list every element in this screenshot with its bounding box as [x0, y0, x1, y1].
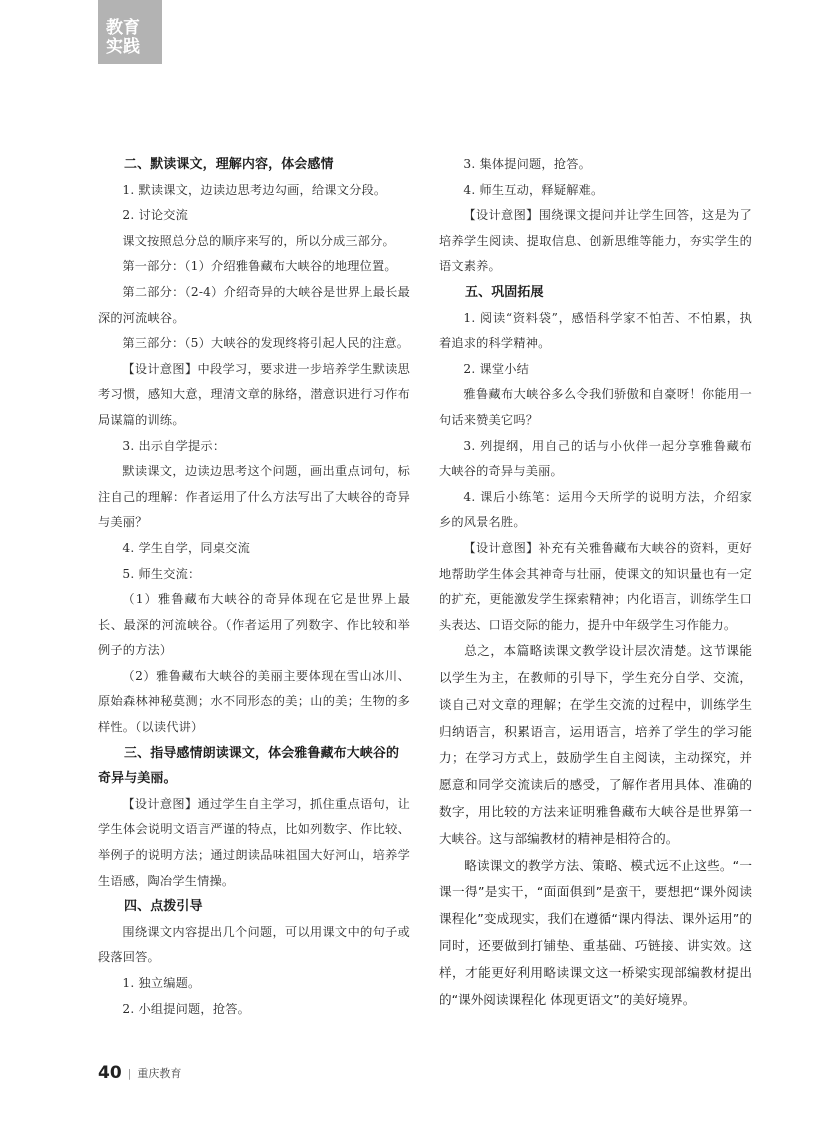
paragraph: 3. 列提纲，用自己的话与小伙伴一起分享雅鲁藏布大峡谷的奇异与美丽。: [439, 438, 752, 479]
paragraph: 围绕课文内容提出几个问题，可以用课文中的句子或段落回答。: [98, 924, 410, 965]
section-heading: 二、默读课文，理解内容，体会感情: [124, 157, 334, 172]
section-tag-line1: 教育: [106, 18, 140, 38]
right-column: [439, 152, 752, 1013]
paragraph: （2）雅鲁藏布大峡谷的美丽主要体现在雪山冰川、原始森林神秘莫测；水不同形态的美；山的美；生物的多样性。（以读代讲）: [98, 668, 410, 735]
paragraph: 默读课文，边读边思考这个问题，画出重点词句，标注自己的理解：作者运用了什么方法写出了大峡谷的奇异与美丽？: [98, 464, 410, 530]
paragraph: 第三部分：（5）大峡谷的发现终将引起人民的注意。: [122, 336, 410, 351]
paragraph: 【设计意图】补充有关雅鲁藏布大峡谷的资料，更好地帮助学生体会其神奇与壮丽，使课文的知识量也有一定的扩充，更能激发学生探索精神；内化语言，训练学生口头表达、口语交际的能力，提升中年级学生习作能力。: [439, 540, 752, 632]
section-heading: 五、巩固拓展: [465, 284, 544, 300]
section-tag: [98, 0, 162, 64]
paragraph: 课文按照总分总的顺序来写的，所以分成三部分。: [122, 233, 395, 248]
paragraph: 3. 集体提问题，抢答。: [463, 157, 591, 171]
left-column: [98, 152, 410, 1022]
footer-separator: |: [127, 1067, 132, 1080]
paragraph: 2. 课堂小结: [463, 361, 530, 376]
paragraph: 4. 师生互动，释疑解难。: [463, 182, 604, 197]
paragraph: 5. 师生交流：: [122, 566, 201, 581]
section-heading: 三、指导感情朗读课文，体会雅鲁藏布大峡谷的奇异与美丽。: [98, 745, 400, 787]
paragraph: 总之，本篇略读课文教学设计层次清楚。这节课能以学生为主，在教师的引导下，学生充分自学、交流，谈自己对文章的理解；在学生交流的过程中，训练学生归纳语言，积累语言，运用语言，培养了学生的学习能力；在学习方式上，鼓励学生自主阅读，主动探究，并愿意和同学交流读后的感受，了解作者用具体、准确的数字，用比较的方法来证明雅鲁藏布大峡谷是世界第一大峡谷。这与部编教材的精神是相符合的。: [439, 643, 752, 846]
paragraph: 4. 学生自学，同桌交流: [122, 540, 250, 555]
paragraph: 【设计意图】通过学生自主学习，抓住重点语句，让学生体会说明文语言严谨的特点，比如列数字、作比较、举例子的说明方法；通过朗读品味祖国大好河山，培养学生语感，陶冶学生情操。: [98, 796, 410, 888]
page-footer: [98, 1062, 181, 1085]
paragraph: 2. 讨论交流: [122, 208, 189, 223]
journal-name: 重庆教育: [137, 1067, 182, 1080]
page-number: 40: [98, 1063, 122, 1083]
paragraph: 【设计意图】中段学习，要求进一步培养学生默读思考习惯，感知大意，理清文章的脉络，潜意识进行习作布局谋篇的训练。: [98, 361, 410, 427]
section-tag-line2: 实践: [106, 37, 140, 57]
paragraph: 【设计意图】围绕课文提问并让学生回答，这是为了培养学生阅读、提取信息、创新思维等能力，夯实学生的语文素养。: [439, 208, 752, 274]
paragraph: 第二部分：（2-4）介绍奇异的大峡谷是世界上最长最深的河流峡谷。: [98, 284, 410, 325]
paragraph: （1）雅鲁藏布大峡谷的奇异体现在它是世界上最长、最深的河流峡谷。（作者运用了列数字、作比较和举例子的方法）: [98, 592, 410, 658]
paragraph: 1. 默读课文，边读边思考边勾画，给课文分段。: [122, 182, 387, 197]
paragraph: 1. 独立编题。: [122, 976, 201, 990]
paragraph: 略读课文的教学方法、策略、模式远不止这些。“一课一得”是实干，“面面俱到”是蛮干，要想把“课外阅读课程化”变成现实，我们在遵循“课内得法、课外运用”的同时，还要做到打铺垫、重基础、巧链接、讲实效。这样，才能更好利用略读课文这一桥梁实现部编教材提出的“课外阅读课程化 体现更语文”的美好境界。: [439, 857, 752, 1007]
paragraph: 第一部分：（1）介绍雅鲁藏布大峡谷的地理位置。: [122, 259, 397, 274]
paragraph: 2. 小组提问题，抢答。: [122, 1001, 250, 1016]
paragraph: 3. 出示自学提示：: [122, 438, 226, 453]
paragraph: 雅鲁藏布大峡谷多么令我们骄傲和自豪呀！你能用一句话来赞美它吗？: [439, 387, 752, 427]
section-heading: 四、点拨引导: [124, 899, 203, 915]
paragraph: 1. 阅读“资料袋”，感悟科学家不怕苦、不怕累，执着追求的科学精神。: [439, 310, 752, 351]
paragraph: 4. 课后小练笔：运用今天所学的说明方法，介绍家乡的风景名胜。: [439, 489, 752, 530]
